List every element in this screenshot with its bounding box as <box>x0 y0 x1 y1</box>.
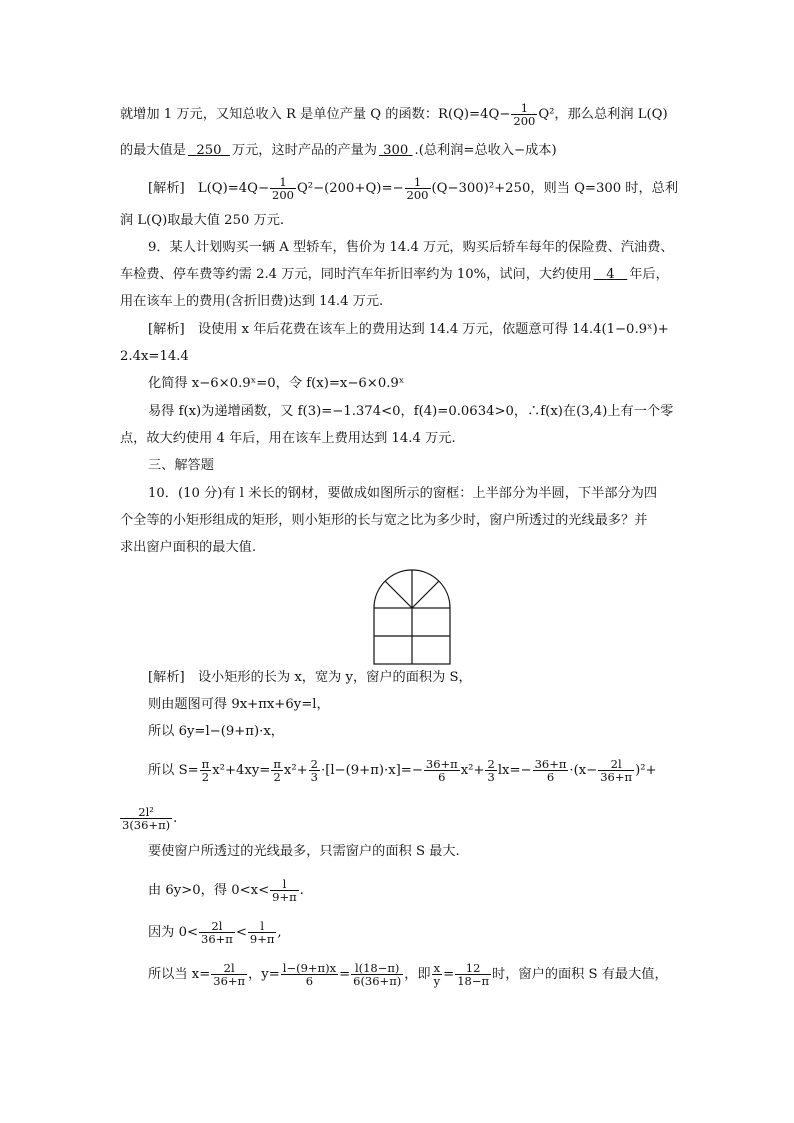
text-line: [解析] L(Q)=4Q− $\frac{1}{200}$ Q²−(200+Q)=− $\frac{1}{200}$ (Q−300)²+250，则当 Q=300 时，总利 <box>148 175 679 202</box>
text-line: 的最大值是 250 万元，这时产品的产量为 300 .(总利润=总收入−成本) <box>120 143 557 158</box>
text-line: 因为 0< $\frac{2l}{36+\pi}$ < $\frac{l}{9+\pi}$ , <box>148 919 282 946</box>
text-line: 由 6y>0，得 0<x< $\frac{l}{9+\pi}$ . <box>148 877 304 904</box>
text-line: 所以 S= $\frac{\pi}{2}$ x²+4xy= $\frac{\pi}{2}$ x²+ $\frac{2}{3}$ ·[l−(9+π)·x]=− $\frac{36+\pi}{6}$ x²+ $\frac{2}{3}$ lx=− $\frac{36+\pi}{6}$ ·(x− $\frac{2l}{36+\pi}$ )²+ <box>148 757 657 784</box>
text-line <box>120 102 668 127</box>
section-heading: 三、解答题 <box>148 458 214 473</box>
text-line: 润 L(Q)取最大值 250 万元. <box>120 213 285 228</box>
answer-blank: 250 <box>196 143 222 158</box>
text: Q²，那么总利润 L(Q) <box>538 107 668 122</box>
text-line: 点，故大约使用 4 年后，用在该车上费用达到 14.4 万元. <box>120 431 456 446</box>
text-line: 则由题图可得 9x+πx+6y=l， <box>148 697 330 712</box>
text-line: 所以当 x= $\frac{2l}{36+\pi}$ ，y= $\frac{l-(9+\pi)x}{6}$ = $\frac{l(18-\pi)}{6(36+\pi)}$ ，即 $\frac{x}{y}$ = $\frac{12}{18-\pi}$ 时，窗户的面积 S 有最大值， <box>148 961 668 988</box>
window-frame-figure <box>372 566 452 666</box>
text-line: $\frac{\text{2l²}}{3(36+\pi)}$ . <box>122 805 178 832</box>
question-9: 9．某人计划购买一辆 A 型轿车，售价为 14.4 万元，购买后轿车每年的保险费、汽油费、 <box>148 240 674 255</box>
text-line: 用在该车上的费用(含折旧费)达到 14.4 万元. <box>120 294 384 309</box>
text-line: 要使窗户所透过的光线最多，只需窗户的面积 S 最大. <box>148 844 460 859</box>
fraction: $\frac{1}{200}$ <box>406 175 429 202</box>
answer-blank: 4 <box>606 267 615 282</box>
text-line: 易得 f(x)为递增函数，又 f(3)=−1.374<0，f(4)=0.0634>0，∴f(x)在(3,4)上有一个零 <box>148 404 674 419</box>
answer-blank: 300 <box>383 143 409 158</box>
text-line: 车检费、停车费等约需 2.4 万元，同时汽车年折旧率约为 10%，试问，大约使用 4 年后， <box>120 267 669 282</box>
text-line: 个全等的小矩形组成的矩形，则小矩形的长与宽之比为多少时，窗户所透过的光线最多？并 <box>120 513 648 528</box>
fraction: $\frac{1}{200}$ <box>272 175 294 202</box>
question-10: 10．(10 分)有 l 米长的钢材，要做成如图所示的窗框：上半部分为半圆，下半部分为四 <box>148 486 658 501</box>
text-line: 所以 6y=l−(9+π)·x， <box>148 724 284 739</box>
text: 就增加 1 万元，又知总收入 R 是单位产量 Q 的函数：R(Q)=4Q− <box>120 107 511 122</box>
text-line: 求出窗户面积的最大值. <box>120 540 257 555</box>
text-line: 2.4x=14.4 <box>120 349 189 364</box>
text-line: [解析] 设小矩形的长为 x，宽为 y，窗户的面积为 S， <box>148 670 472 685</box>
text-line: 化简得 x−6×0.9ˣ=0，令 f(x)=x−6×0.9ˣ <box>148 376 405 391</box>
text-line: [解析] 设使用 x 年后花费在该车上的费用达到 14.4 万元，依题意可得 14.4(1−0.9ˣ)+ <box>148 322 669 337</box>
fraction: $\frac{1}{200}$ <box>513 101 536 128</box>
